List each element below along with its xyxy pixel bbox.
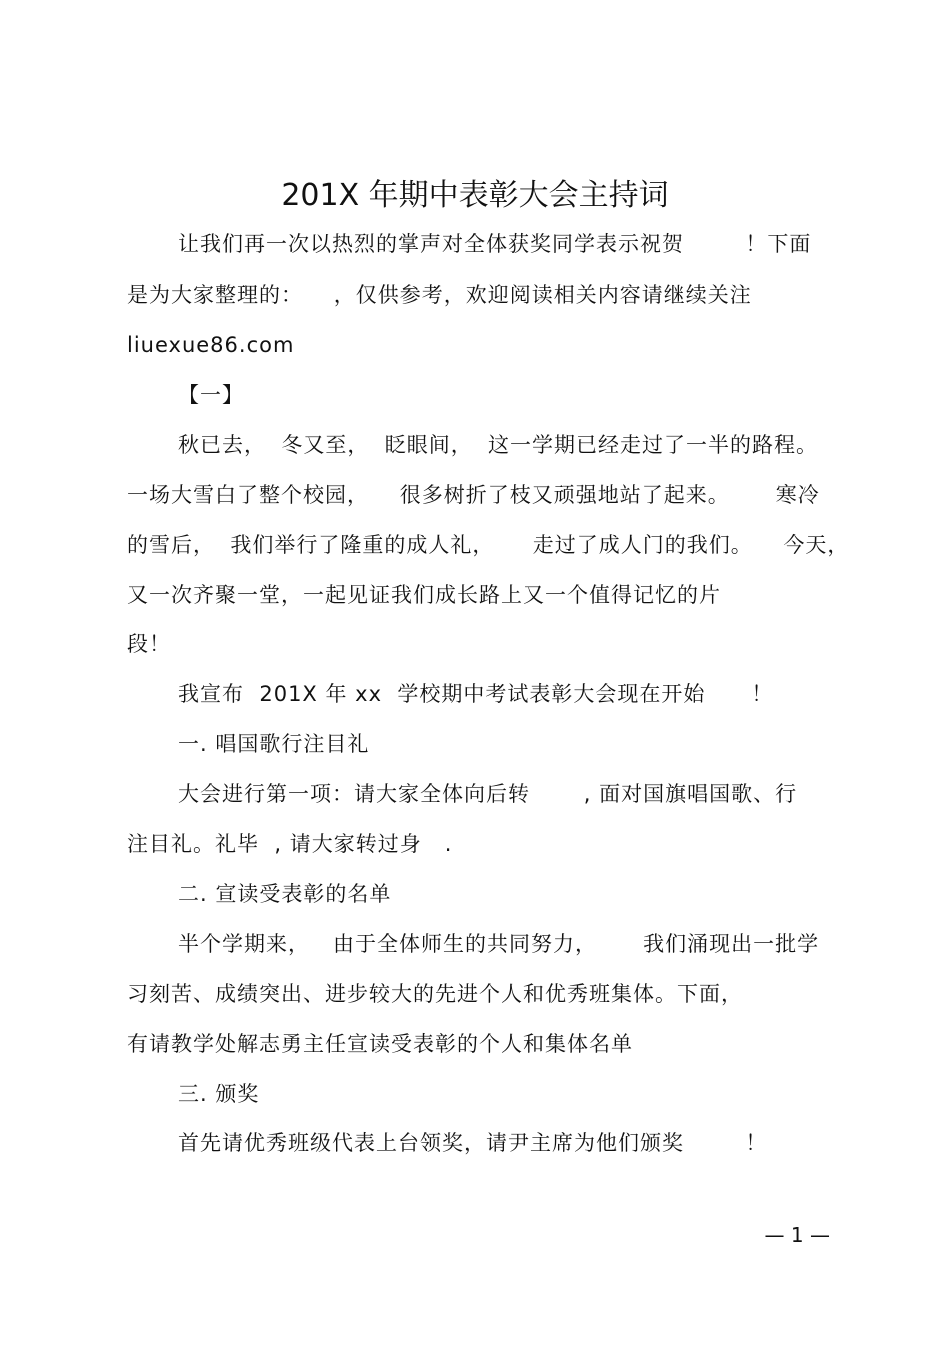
item-two-heading: 二. 宣读受表彰的名单 [178, 882, 392, 906]
announcement: 我宣布 201X 年 xx 学校期中考试表彰大会现在开始 ！ [178, 682, 774, 706]
opening-line-4: 又一次齐聚一堂，一起见证我们成长路上又一个值得记忆的片 [127, 583, 721, 607]
item-three-line-1: 首先请优秀班级代表上台领奖，请尹主席为他们颁奖 ！ [178, 1131, 768, 1155]
intro-line-3-link[interactable]: liuexue86.com [127, 333, 295, 357]
section-one-heading: 【一】 [178, 383, 244, 407]
item-three-heading: 三. 颁奖 [178, 1082, 260, 1106]
page-number: — 1 — [764, 1223, 830, 1247]
item-one-line-2: 注目礼。礼毕 , 请大家转过身 . [127, 832, 453, 856]
item-two-line-3: 有请教学处解志勇主任宣读受表彰的个人和集体名单 [127, 1032, 633, 1056]
opening-line-1: 秋已去， 冬又至， 眨眼间， 这一学期已经走过了一半的路程。 [178, 433, 819, 457]
opening-line-5: 段！ [127, 632, 171, 656]
opening-line-3: 的雪后， 我们举行了隆重的成人礼， 走过了成人门的我们。 今天， [127, 533, 850, 557]
item-two-line-2: 习刻苦、成绩突出、进步较大的先进个人和优秀班集体。下面， [127, 982, 743, 1006]
item-one-heading: 一. 唱国歌行注目礼 [178, 732, 370, 756]
document-title: 201X 年期中表彰大会主持词 [281, 178, 669, 213]
item-one-line-1: 大会进行第一项：请大家全体向后转 , 面对国旗唱国歌、行 [178, 782, 798, 806]
intro-line-1: 让我们再一次以热烈的掌声对全体获奖同学表示祝贺 ！下面 [178, 232, 812, 256]
item-two-line-1: 半个学期来， 由于全体师生的共同努力， 我们涌现出一批学 [178, 932, 820, 956]
opening-line-2: 一场大雪白了整个校园， 很多树折了枝又顽强地站了起来。 寒冷 [127, 483, 820, 507]
intro-line-2: 是为大家整理的： ，仅供参考，欢迎阅读相关内容请继续关注 [127, 283, 752, 307]
